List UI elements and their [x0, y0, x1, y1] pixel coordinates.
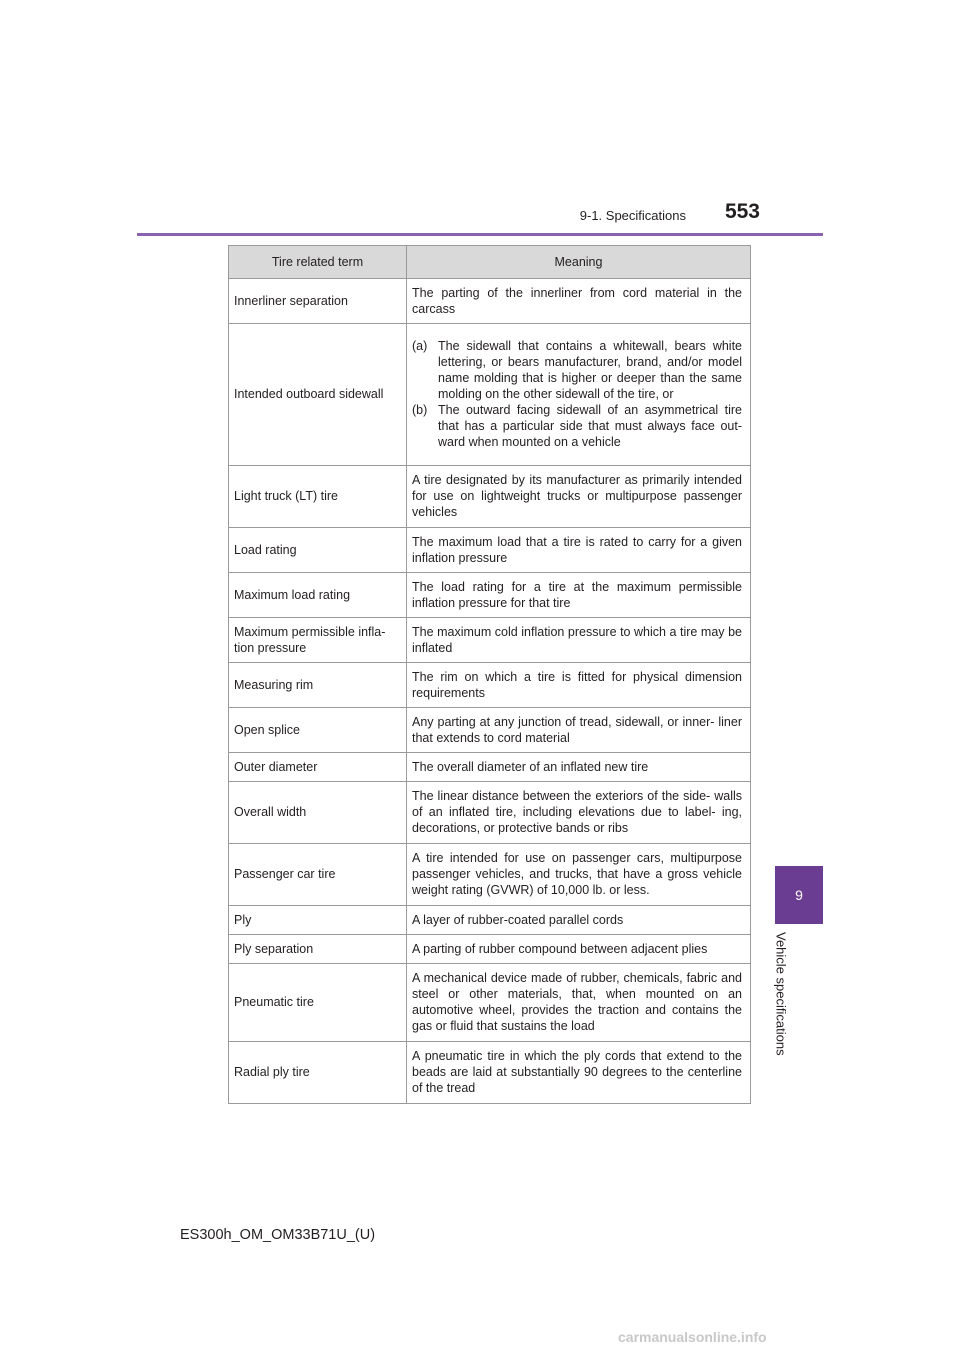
document-code: ES300h_OM_OM33B71U_(U)	[180, 1227, 376, 1243]
meaning-cell: A mechanical device made of rubber, chemicals, fabric and steel or other materials, that, when mounted on an automotive wheel, provides the traction and contains the gas or fluid that sustains the load	[407, 964, 751, 1042]
table-row	[229, 753, 751, 782]
term-cell: Ply	[229, 906, 407, 935]
table-row	[229, 528, 751, 573]
meaning-cell: The rim on which a tire is fitted for physical dimension requirements	[407, 663, 751, 708]
term-cell: Outer diameter	[229, 753, 407, 782]
term-cell: Innerliner separation	[229, 279, 407, 324]
meaning-cell: The maximum load that a tire is rated to carry for a given inflation pressure	[407, 528, 751, 573]
meaning-cell: A tire designated by its manufacturer as primarily intended for use on lightweight trucks or multipurpose passenger vehicles	[407, 466, 751, 528]
term-cell: Passenger car tire	[229, 844, 407, 906]
meaning-cell: A pneumatic tire in which the ply cords that extend to the beads are laid at substantially 90 degrees to the centerline of the tread	[407, 1042, 751, 1104]
list-marker: (a)	[412, 339, 428, 353]
list-item	[412, 402, 742, 450]
table-row	[229, 466, 751, 528]
table-row	[229, 573, 751, 618]
table-header-row	[229, 246, 751, 279]
meaning-cell: A layer of rubber-coated parallel cords	[407, 906, 751, 935]
table-row	[229, 782, 751, 844]
watermark: carmanualsonline.info	[618, 1329, 767, 1345]
meaning-cell: The overall diameter of an inflated new tire	[407, 753, 751, 782]
column-header-meaning: Meaning	[407, 246, 751, 279]
term-cell: Ply separation	[229, 935, 407, 964]
column-header-term: Tire related term	[229, 246, 407, 279]
term-cell: Radial ply tire	[229, 1042, 407, 1104]
meaning-cell: Any parting at any junction of tread, sidewall, or inner- liner that extends to cord material	[407, 708, 751, 753]
table-row	[229, 279, 751, 324]
table-row	[229, 1042, 751, 1104]
list-text: The sidewall that contains a whitewall, bears white lettering, or bears manufacturer, brand, and/or model name molding that is higher or deeper than the same molding on the other sidewall of the tire, or	[438, 339, 742, 401]
header-divider	[137, 233, 823, 236]
term-cell: Maximum permissible infla- tion pressure	[229, 618, 407, 663]
term-cell: Maximum load rating	[229, 573, 407, 618]
table-row	[229, 708, 751, 753]
section-title: 9-1. Specifications	[579, 208, 686, 223]
table-row	[229, 935, 751, 964]
term-cell: Light truck (LT) tire	[229, 466, 407, 528]
table-row	[229, 618, 751, 663]
term-cell: Measuring rim	[229, 663, 407, 708]
meaning-cell	[407, 324, 751, 466]
chapter-tab: 9	[775, 866, 823, 924]
term-cell: Overall width	[229, 782, 407, 844]
term-cell: Open splice	[229, 708, 407, 753]
meaning-cell: The linear distance between the exteriors of the side- walls of an inflated tire, including elevations due to label- ing, decorations, or protective bands or ribs	[407, 782, 751, 844]
table-row	[229, 663, 751, 708]
list-item	[412, 338, 742, 402]
page-number: 553	[724, 200, 760, 223]
table-row	[229, 324, 751, 466]
term-cell: Intended outboard sidewall	[229, 324, 407, 466]
list-text: The outward facing sidewall of an asymmetrical tire that has a particular side that must always face out- ward when mounted on a vehicle	[438, 403, 742, 449]
meaning-cell: A tire intended for use on passenger cars, multipurpose passenger vehicles, and trucks, that have a gross vehicle weight rating (GVWR) of 10,000 lb. or less.	[407, 844, 751, 906]
chapter-side-label: Vehicle specifications	[773, 932, 789, 1056]
table-row	[229, 906, 751, 935]
meaning-cell: The maximum cold inflation pressure to which a tire may be inflated	[407, 618, 751, 663]
meaning-cell: The parting of the innerliner from cord material in the carcass	[407, 279, 751, 324]
term-cell: Load rating	[229, 528, 407, 573]
term-cell: Pneumatic tire	[229, 964, 407, 1042]
meaning-cell: The load rating for a tire at the maximum permissible inflation pressure for that tire	[407, 573, 751, 618]
table-row	[229, 844, 751, 906]
list-marker: (b)	[412, 403, 428, 417]
meaning-cell: A parting of rubber compound between adjacent plies	[407, 935, 751, 964]
table-row	[229, 964, 751, 1042]
tire-terms-table	[228, 245, 751, 1104]
